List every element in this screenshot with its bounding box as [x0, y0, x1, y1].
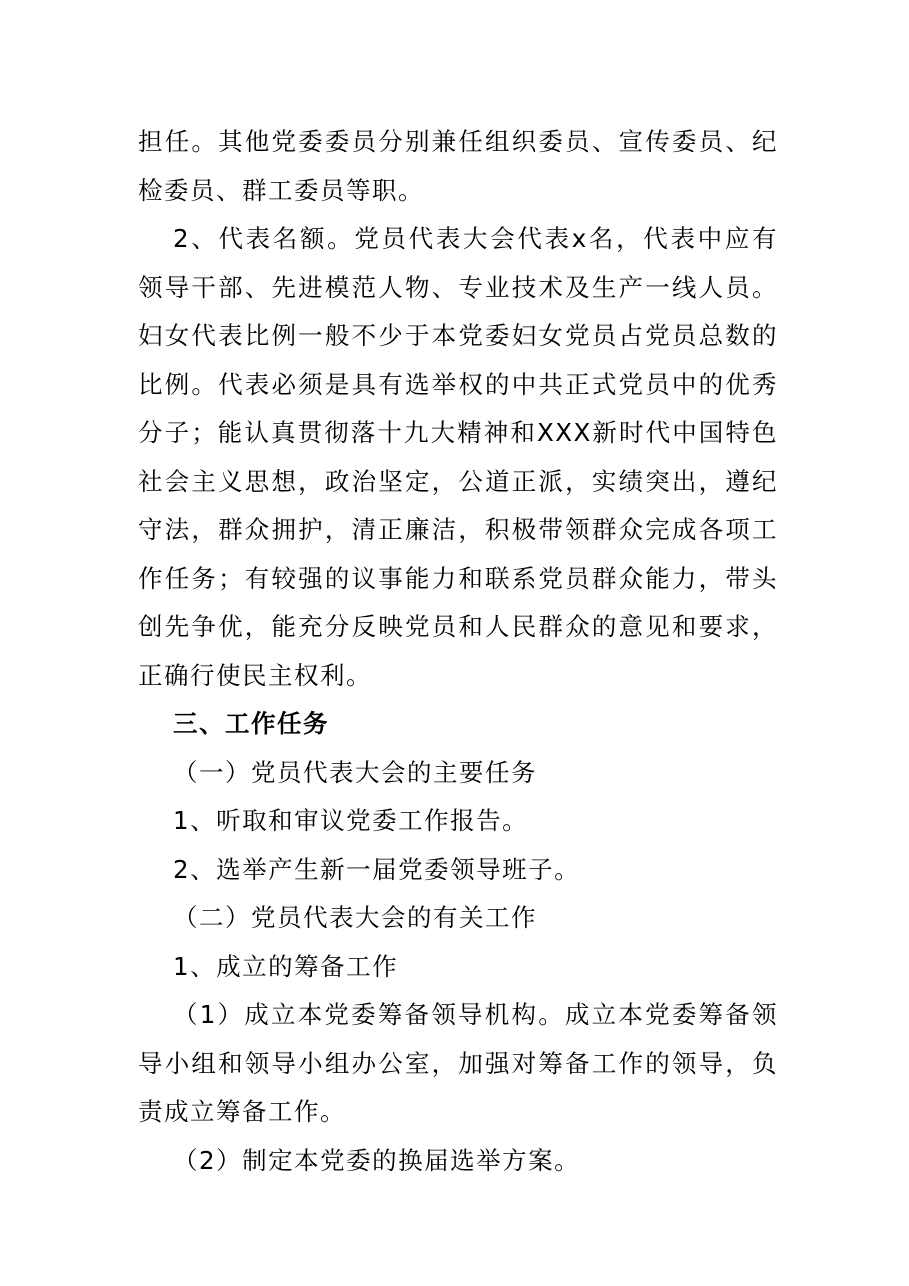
subheading-related-work: （二）党员代表大会的有关工作	[173, 903, 537, 932]
paragraph-election-plan: （2）制定本党委的换届选举方案。	[173, 1145, 581, 1175]
document-body	[138, 118, 778, 1185]
list-item-elect-leadership: 2、选举产生新一届党委领导班子。	[173, 854, 581, 884]
paragraph-delegate-quota: 2、代表名额。党员代表大会代表x名，代表中应有领导干部、先进模范人物、专业技术及生产一线人员。妇女代表比例一般不少于本党委妇女党员占党员总数的比例。代表必须是具有选举权的中共正式党员中的优秀分子；能认真贯彻落十九大精神和XXX新时代中国特色社会主义思想，政治坚定，公道正派，实绩突出，遵纪守法，群众拥护，清正廉洁，积极带领群众完成各项工作任务；有较强的议事能力和联系党员群众能力，带头创先争优，能充分反映党员和人民群众的意见和要求，正确行使民主权利。	[138, 224, 778, 690]
paragraph-continuation: 担任。其他党委委员分别兼任组织委员、宣传委员、纪检委员、群工委员等职。	[138, 127, 778, 205]
list-item-review-report: 1、听取和审议党委工作报告。	[173, 806, 529, 835]
section-heading-work-tasks: 三、工作任务	[173, 709, 329, 738]
subheading-main-tasks: （一）党员代表大会的主要任务	[173, 757, 537, 787]
paragraph-establish-organ: （1）成立本党委筹备领导机构。成立本党委筹备领导小组和领导小组办公室，加强对筹备工作的领导，负责成立筹备工作。	[138, 1000, 778, 1126]
list-item-preparation: 1、成立的筹备工作	[173, 951, 399, 981]
